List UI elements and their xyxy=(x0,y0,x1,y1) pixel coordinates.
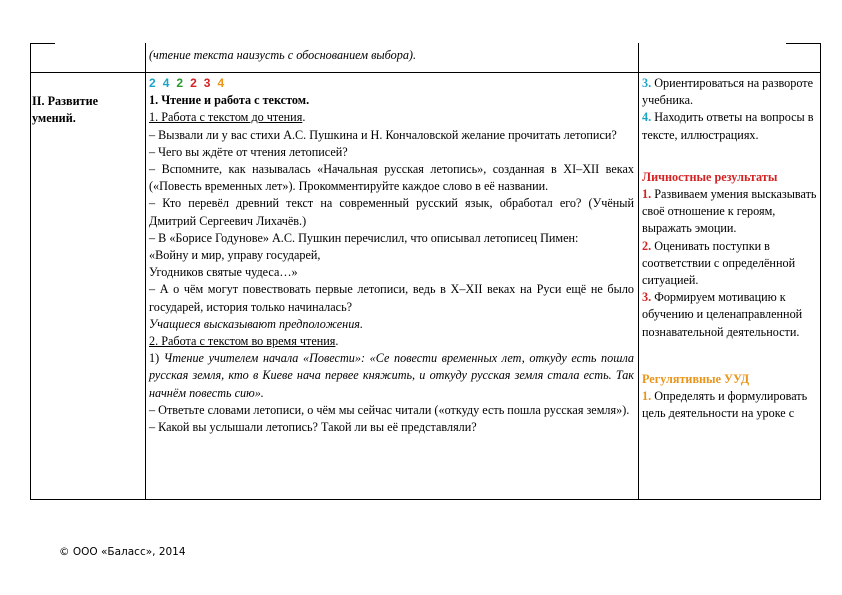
outcome-item xyxy=(642,75,818,109)
subsection-dot: . xyxy=(302,110,306,125)
poem-line: Угодников святые чудеса…» xyxy=(149,265,298,280)
student-note: Учащиеся высказывают предположения. xyxy=(149,316,363,331)
reading-text: Чтение учителем начала «Повести»: «Се повести временных лет, откуду есть пошла русская земля, кто в Киеве нача первее княжить, и откуду русская земля стала есть. Так начнём повесть сию». xyxy=(149,351,635,400)
question-line: – А о чём могут повествовать первые летописи, ведь в X–XII веках на Руси ещё не было государей, история только начиналась? xyxy=(149,282,634,314)
outcome-number: 3. xyxy=(642,290,652,305)
regulatory-uud-heading: Регулятивные УУД xyxy=(642,371,750,386)
uud-number: 2 xyxy=(190,76,197,90)
subsection-heading xyxy=(149,333,634,350)
question-line: – Вспомните, как называлась «Начальная русская летопись», созданная в XI–XII веках («Повесть временных лет»). Прокомментируйте каждое слово в её названии. xyxy=(149,162,634,194)
outcome-text: Определять и формулировать цель деятельности на уроке с xyxy=(642,389,808,421)
outcome-item xyxy=(642,238,818,290)
lesson-content xyxy=(149,75,634,436)
question-line: – Чего вы ждёте от чтения летописей? xyxy=(149,144,348,159)
row1-middle-text: (чтение текста наизусть с обоснованием выбора). xyxy=(149,48,417,62)
uud-number: 2 xyxy=(149,76,156,90)
poem-line: «Войну и мир, управу государей, xyxy=(149,248,321,263)
personal-results-heading: Личностные результаты xyxy=(642,169,778,184)
row-divider xyxy=(30,72,821,73)
reading-number: 1) xyxy=(149,351,164,366)
subsection-title: 1. Работа с текстом до чтения xyxy=(149,110,303,125)
question-line: – Какой вы услышали летопись? Такой ли вы её представляли? xyxy=(149,420,477,435)
outcome-number: 1. xyxy=(642,389,652,404)
outcome-number: 4. xyxy=(642,110,652,125)
outcome-item xyxy=(642,186,818,238)
question-line: – Ответьте словами летописи, о чём мы сейчас читали («откуду есть пошла русская земля»). xyxy=(149,402,630,417)
outcome-item xyxy=(642,109,818,143)
outcome-number: 2. xyxy=(642,238,652,253)
uud-number: 3 xyxy=(203,76,211,90)
stage-title xyxy=(32,93,142,127)
table-top-border-left xyxy=(30,43,55,44)
table-right-border xyxy=(820,43,821,500)
subsection-title: 2. Работа с текстом во время чтения xyxy=(149,334,336,349)
outcome-text: Развиваем умения высказывать своё отношение к героям, выражать эмоции. xyxy=(642,187,817,236)
question-line: – В «Борисе Годунове» А.С. Пушкин перечислил, что описывал летописец Пимен: xyxy=(149,230,579,245)
subsection-heading xyxy=(149,109,634,126)
uud-number: 4 xyxy=(217,76,225,90)
lesson-table xyxy=(30,43,821,500)
question-line: – Кто перевёл древний текст на современный русский язык, обработал его? (Учёный Дмитрий Сергеевич Лихачёв.) xyxy=(149,196,634,228)
section-heading: 1. Чтение и работа с текстом. xyxy=(149,93,310,108)
uud-numbers xyxy=(149,75,634,92)
outcome-text: Находить ответы на вопросы в тексте, иллюстрациях. xyxy=(642,110,814,142)
reading-paragraph xyxy=(149,350,634,402)
stage-title-line2: умений. xyxy=(32,111,76,126)
table-bottom-border xyxy=(30,499,821,500)
column-divider-2 xyxy=(638,43,639,500)
uud-number: 2 xyxy=(176,76,184,90)
outcome-text: Оценивать поступки в соответствии с определённой ситуацией. xyxy=(642,238,796,288)
outcome-number: 3. xyxy=(642,76,652,90)
outcome-text: Формируем мотивацию к обучению и целенаправленной познавательной деятельности. xyxy=(642,290,803,339)
table-left-border xyxy=(30,43,31,500)
table-top-border-right xyxy=(786,43,821,44)
question-line: – Вызвали ли у вас стихи А.С. Пушкина и Н. Кончаловской желание прочитать летописи? xyxy=(149,127,617,142)
subsection-dot: . xyxy=(335,334,339,349)
outcome-item xyxy=(642,289,818,341)
outcome-number: 1. xyxy=(642,187,652,202)
column-divider-1 xyxy=(145,43,146,500)
outcome-item xyxy=(642,388,818,422)
uud-number: 4 xyxy=(162,76,170,90)
outcome-text: Ориентироваться на развороте учебника. xyxy=(642,76,814,108)
outcomes-column xyxy=(642,75,818,422)
stage-title-line1: II. Развитие xyxy=(32,94,99,108)
copyright-footer: © ООО «Баласс», 2014 xyxy=(59,546,186,558)
